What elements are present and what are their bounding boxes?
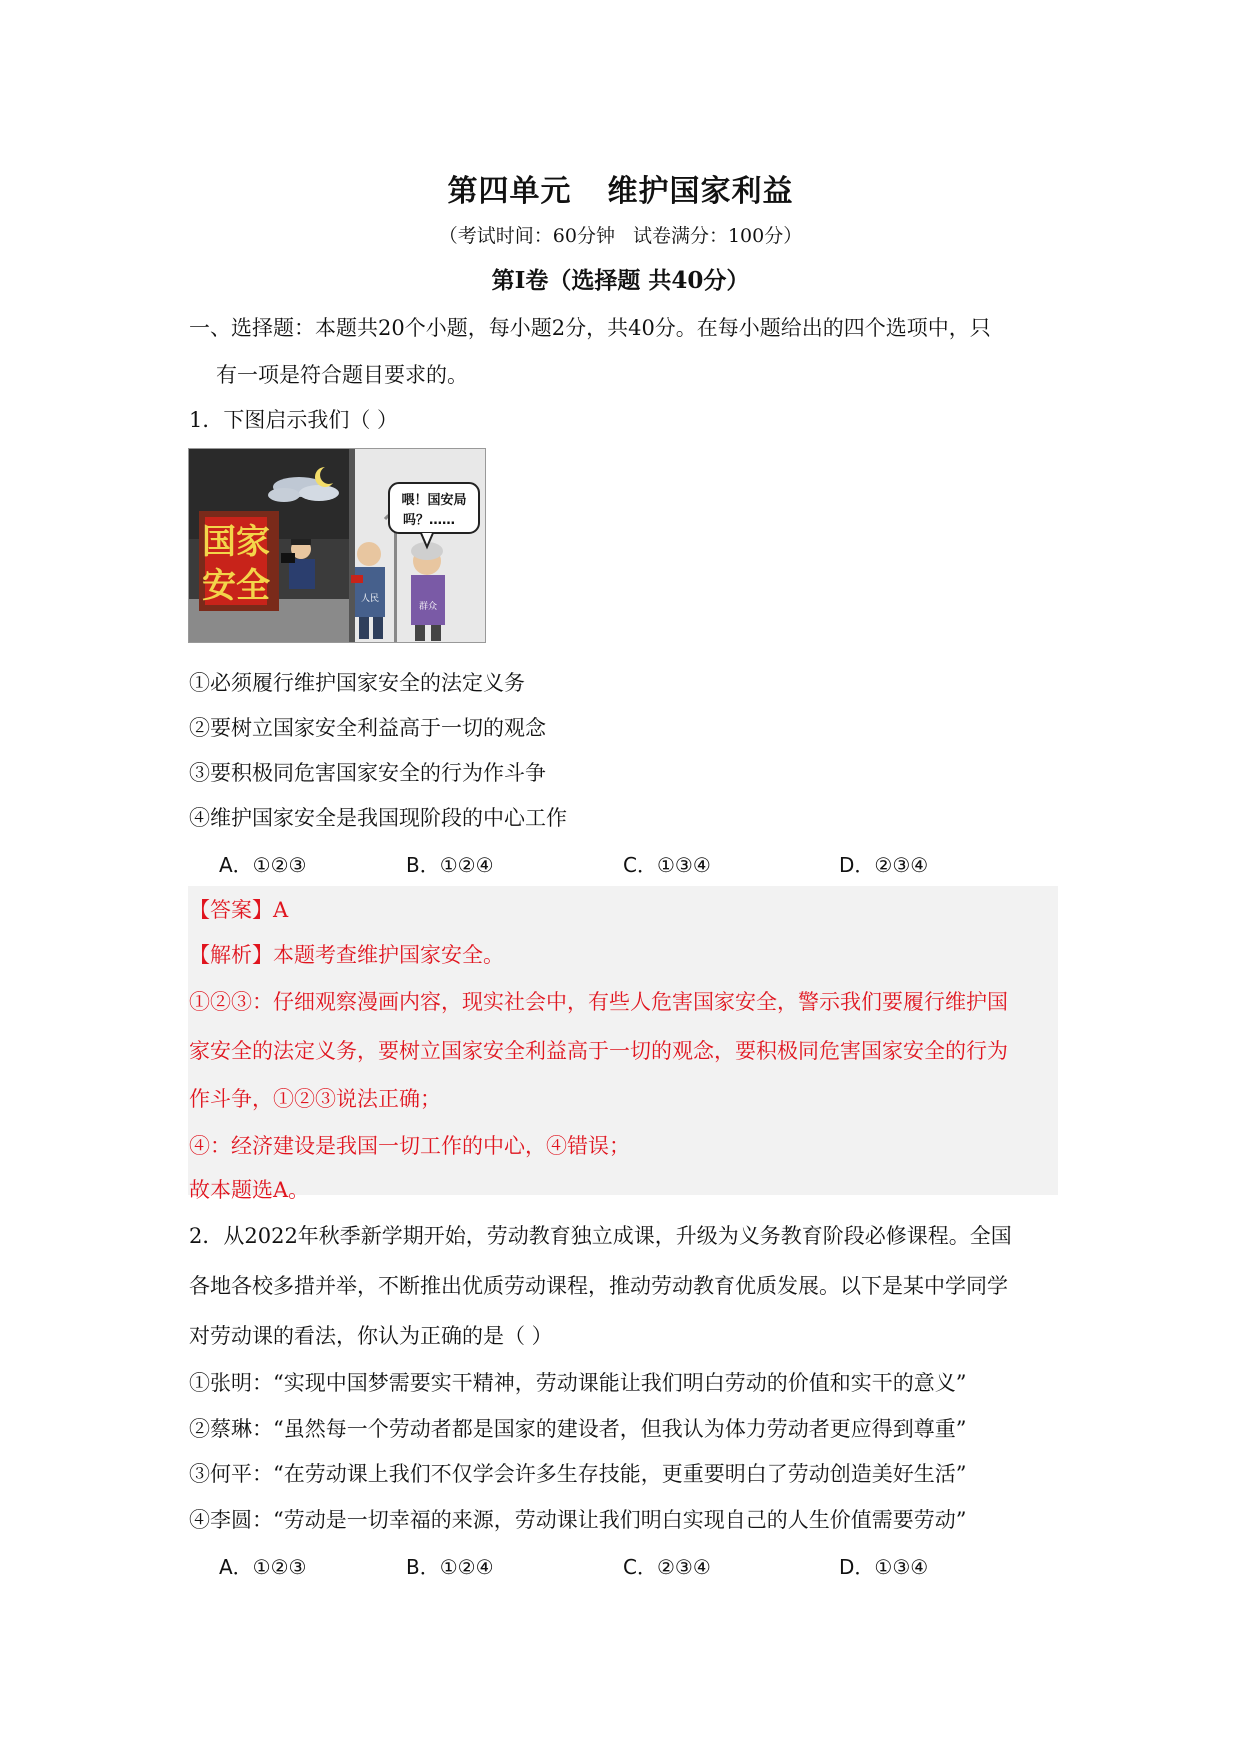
q1-item-1: ①必须履行维护国家安全的法定义务 (189, 671, 525, 695)
q1-stem: 1．下图启示我们（ ） (189, 408, 399, 432)
q1-option-b: B．①②④ (406, 853, 494, 877)
exam-info (0, 221, 1241, 248)
q2-option-a: A．①②③ (219, 1555, 307, 1579)
q1-answer: 【答案】A (189, 898, 289, 922)
part-title: 第Ⅰ卷（选择题 共40分） (491, 267, 750, 294)
q2-option-b: B．①②④ (406, 1555, 494, 1579)
q1-option-d: D．②③④ (839, 853, 929, 877)
cartoon-svg (189, 449, 485, 642)
q1-item-4: ④维护国家安全是我国现阶段的中心工作 (189, 806, 567, 830)
bubble-line2: 吗？…… (402, 513, 456, 528)
q1-analysis-6: 故本题选A。 (189, 1178, 310, 1202)
title-topic: 维护国家利益 (607, 174, 794, 209)
q1-analysis-5: ④：经济建设是我国一切工作的中心，④错误； (189, 1134, 630, 1158)
q1-analysis-1: 【解析】本题考查维护国家安全。 (189, 943, 504, 967)
sign-text-bottom: 安全 (202, 566, 270, 606)
q1-option-c: C．①③④ (623, 853, 711, 877)
title-unit: 第四单元 (447, 174, 572, 209)
q2-item-1: ①张明：“实现中国梦需要实干精神，劳动课能让我们明白劳动的价值和实干的意义” (189, 1371, 967, 1395)
q2-item-2: ②蔡琳：“虽然每一个劳动者都是国家的建设者，但我认为体力劳动者更应得到尊重” (189, 1417, 967, 1441)
q1-analysis-4: 作斗争，①②③说法正确； (189, 1087, 441, 1111)
bubble-line1: 喂！国安局 (401, 493, 467, 508)
q2-stem-1: 2．从2022年秋季新学期开始，劳动教育独立成课，升级为义务教育阶段必修课程。全国 (189, 1224, 1012, 1248)
exam-score: 试卷满分：100分） (632, 225, 803, 247)
q1-cartoon-image (188, 448, 486, 643)
page-title (0, 166, 1241, 210)
q1-option-a: A．①②③ (219, 853, 307, 877)
q1-analysis-2: ①②③：仔细观察漫画内容，现实社会中，有些人危害国家安全，警示我们要履行维护国 (189, 990, 1008, 1014)
q2-option-c: C．②③④ (623, 1555, 711, 1579)
section-instruction-line2: 有一项是符合题目要求的。 (216, 363, 468, 387)
q2-stem-2: 各地各校多措并举，不断推出优质劳动课程，推动劳动教育优质发展。以下是某中学同学 (189, 1274, 1008, 1298)
section-instruction-line1: 一、选择题：本题共20个小题，每小题2分，共40分。在每小题给出的四个选项中，只 (189, 316, 991, 340)
q2-stem-3: 对劳动课的看法，你认为正确的是（ ） (189, 1324, 553, 1348)
q1-item-3: ③要积极同危害国家安全的行为作斗争 (189, 761, 546, 785)
q2-item-4: ④李圆：“劳动是一切幸福的来源，劳动课让我们明白实现自己的人生价值需要劳动” (189, 1508, 967, 1532)
exam-time: （考试时间：60分钟 (438, 225, 615, 247)
q2-item-3: ③何平：“在劳动课上我们不仅学会许多生存技能，更重要明白了劳动创造美好生活” (189, 1462, 967, 1486)
label-masses: 群众 (418, 602, 438, 612)
q2-option-d: D．①③④ (839, 1555, 929, 1579)
q1-item-2: ②要树立国家安全利益高于一切的观念 (189, 716, 546, 740)
label-people: 人民 (360, 594, 380, 604)
sign-text-top: 国家 (202, 522, 270, 562)
q1-analysis-3: 家安全的法定义务，要树立国家安全利益高于一切的观念，要积极同危害国家安全的行为 (189, 1039, 1008, 1063)
